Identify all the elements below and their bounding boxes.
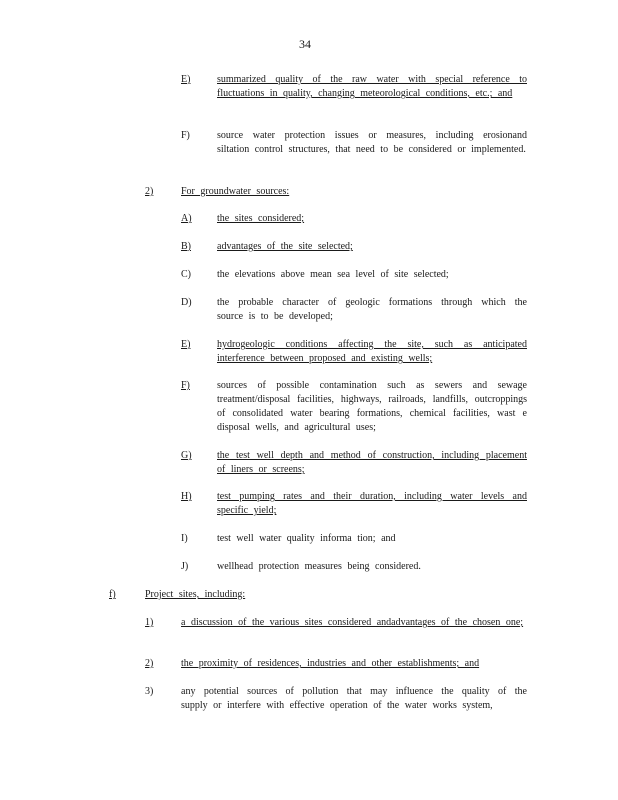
item-text: For groundwater sources:: [181, 186, 290, 197]
item-text: sources of possible contamination such as sewers and sewage treatment/disposal facilities, highways, railroads, landfills, outcroppings of consolidated water bearing formations, chemical facilities, wast e disposal wells, and agricultural uses;: [217, 380, 527, 433]
item-text: test well water quality informa tion; and: [217, 533, 396, 544]
item-label: 2): [145, 186, 154, 197]
item-label: 2): [145, 658, 154, 669]
item-text: any potential sources of pollution that may influence the quality of the supply or interfere with effective operation of the water works system,: [181, 686, 527, 711]
item-text: the probable character of geologic formations through which the source is to be developed;: [217, 297, 527, 322]
item-text: the test well depth and method of construction, including placement of liners or screens;: [217, 450, 527, 475]
page-number: 34: [299, 37, 311, 51]
item-text: the proximity of residences, industries and other establishments; and: [181, 658, 480, 669]
item-label: E): [181, 339, 191, 350]
item-label: H): [181, 491, 192, 502]
item-label: F): [181, 130, 190, 141]
item-label: F): [181, 380, 190, 391]
item-text: Project sites, including:: [145, 589, 246, 600]
item-text: the sites considered;: [217, 213, 305, 224]
item-text: the elevations above mean sea level of site selected;: [217, 269, 449, 280]
item-label: 3): [145, 686, 154, 697]
item-text: wellhead protection measures being considered.: [217, 561, 421, 572]
item-label: J): [181, 561, 189, 572]
item-label: E): [181, 74, 191, 85]
item-label: C): [181, 269, 191, 280]
item-label: D): [181, 297, 192, 308]
item-text: test pumping rates and their duration, including water levels and specific yield;: [217, 491, 527, 516]
item-text: a discussion of the various sites considered andadvantages of the chosen one;: [181, 617, 524, 628]
item-label: f): [109, 589, 116, 600]
item-label: I): [181, 533, 188, 544]
item-text: summarized quality of the raw water with special reference to fluctuations in quality, changing meteorological conditions, etc.; and: [217, 74, 527, 99]
item-text: source water protection issues or measures, including erosionand siltation control structures, that need to be considered or implemented.: [217, 130, 527, 155]
item-text: hydrogeologic conditions affecting the site, such as anticipated interference between proposed and existing wells;: [217, 339, 527, 364]
item-label: 1): [145, 617, 154, 628]
item-label: G): [181, 450, 192, 461]
item-label: B): [181, 241, 191, 252]
item-label: A): [181, 213, 192, 224]
item-text: advantages of the site selected;: [217, 241, 353, 252]
